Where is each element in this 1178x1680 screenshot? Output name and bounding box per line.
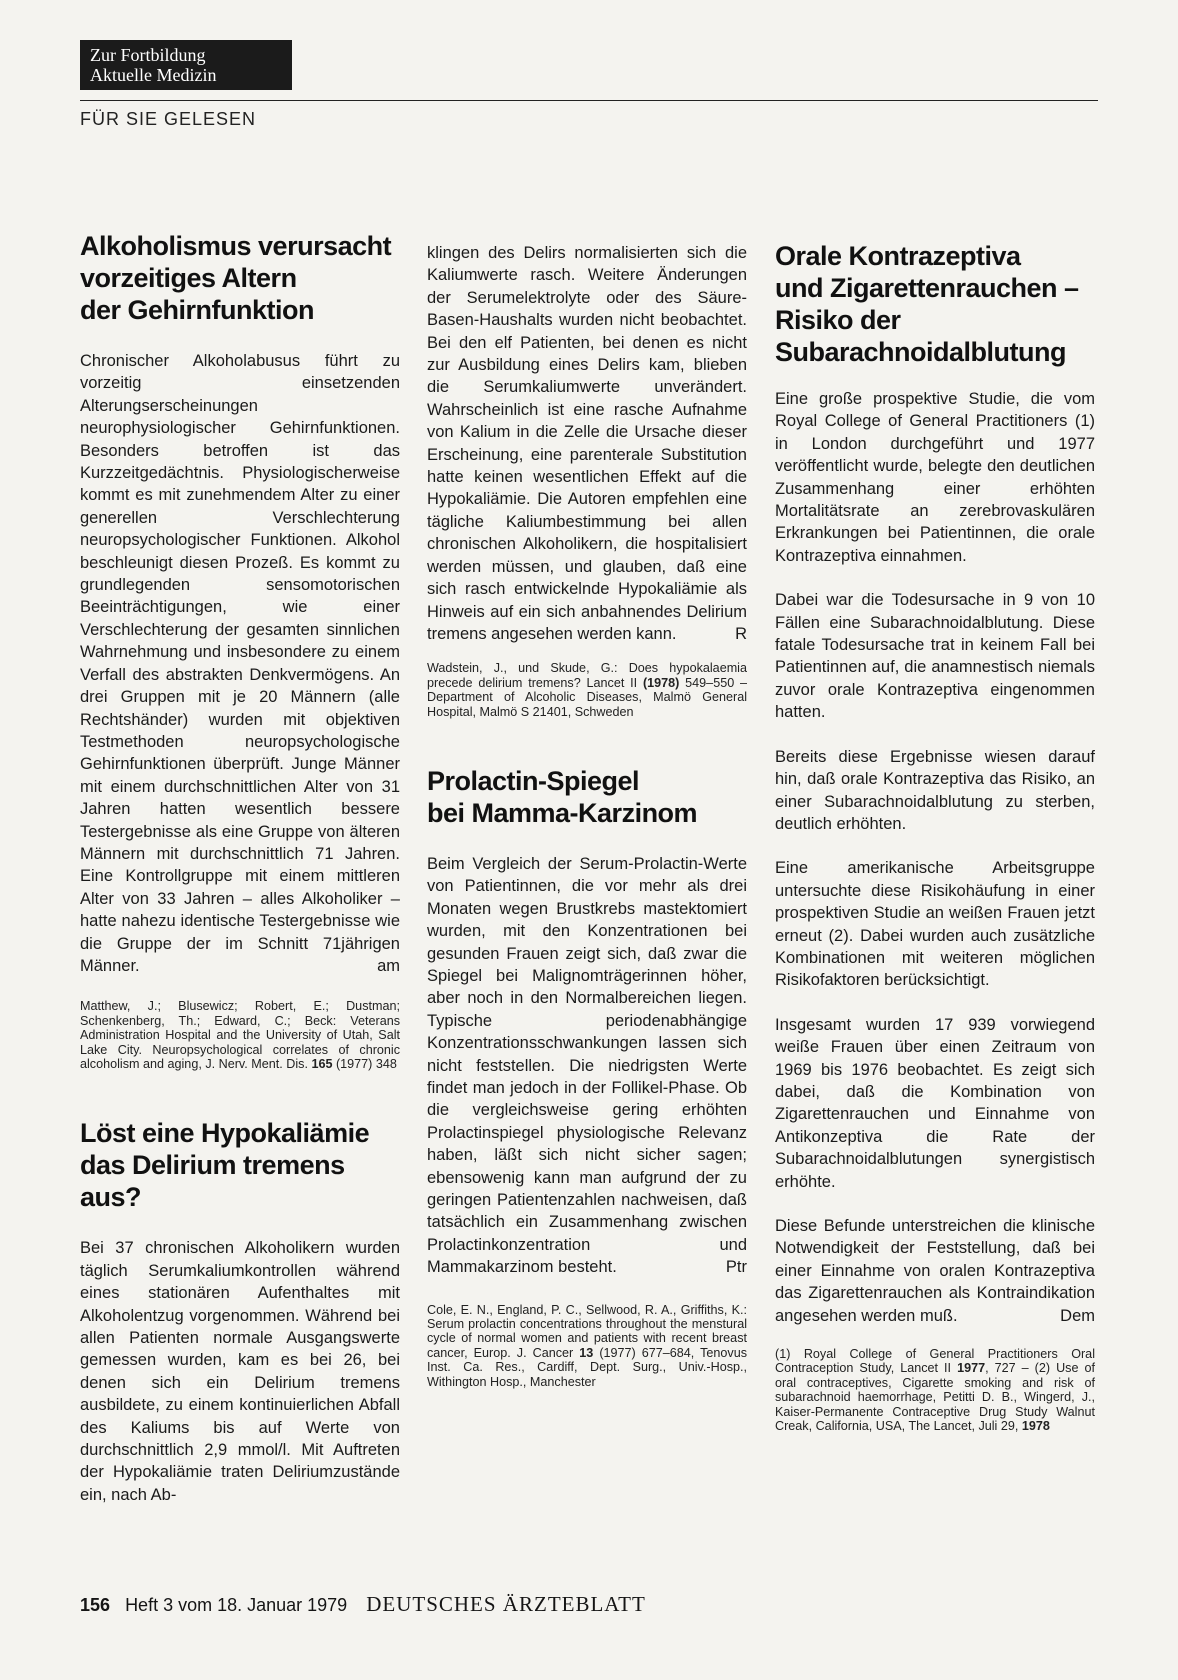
section-label: FÜR SIE GELESEN [80,109,257,129]
article-1-reference [80,999,400,1071]
issue-info: Heft 3 vom 18. Januar 1979 [125,1595,348,1615]
header-box-line-1: Zur Fortbildung [90,45,206,65]
article-2-text: klingen des Delirs normalisierten sich die Kaliumwerte rasch. Weitere Änderungen der Serumelektrolyte oder des Säure-Basen-Haushalts wurden nicht beobachtet. Bei den elf Patienten, bei denen es nicht zur Ausbildung eines Delirs kam, blieben die Serumkaliumwerte unverändert. Wahrscheinlich ist eine rasche Aufnahme von Kalium in die Zelle die Ursache dieser Erscheinung, eine parenterale Substitution hatte keinen wesentlichen Effekt auf die Hypokaliämie. Die Autoren empfehlen eine tägliche Kaliumbestimmung bei allen chronischen Alkoholikern, die hospitalisiert werden müssen, und glauben, daß eine sich rasch entwickelnde Hypokaliämie als Hinweis auf ein sich anbahnendes Delirium tremens angesehen werden kann. [427,244,747,643]
page-footer [80,1592,646,1617]
article-4-signature: Dem [1060,1306,1095,1325]
article-1-reference-volume: 165 [311,1057,333,1071]
article-1-reference-tail: (1977) 348 [335,1057,397,1071]
article-1-title [80,230,400,326]
article-4-paragraph: Bereits diese Ergebnisse wiesen darauf hin, daß orale Kontrazeptiva das Risiko, an einer Subarachnoidalblutung zu sterben, deutlich erhöhten. [775,747,1095,833]
article-3-reference-tail: (1977) 677–684, Tenovus Inst. Ca. Res., Cardiff, Dept. Surg., Univ.-Hosp., Withington Hosp., Manchester [427,1345,748,1389]
article-4-paragraph: Eine große prospektive Studie, die vom Royal College of General Practitioners (1) in London durchgeführt und 1977 veröffentlicht wurde, belegte den deutlichen Zusammenhang einer erhöhten Mortalitätsrate an zerebrovaskulären Erkrankungen bei Patientinnen, die orale Kontrazeptiva einnahmen. [775,390,1095,565]
column-1 [80,231,400,1506]
journal-name: DEUTSCHES ÄRZTEBLATT [366,1592,646,1616]
article-4-reference-year: 1977 [957,1361,986,1376]
article-3-title [427,765,747,829]
page-number: 156 [80,1595,111,1615]
article-3-reference-text: Cole, E. N., England, P. C., Sellwood, R. A., Griffiths, K.: Serum prolactin concentrations throughout the menstural cycle of normal women and patients with recent breast cancer, Europ. J. Cancer [427,1302,747,1360]
header-box-line-2: Aktuelle Medizin [90,65,217,85]
article-4-title-line: Subarachnoidalblutung [775,337,1066,367]
article-1-title-line: der Gehirnfunktion [80,295,314,325]
article-2-title [80,1117,400,1213]
article-4-title-line: Risiko der [775,305,901,335]
article-2-body-part-1: Bei 37 chronischen Alkoholikern wurden täglich Serumkaliumkontrollen während eines stationären Aufenthaltes mit Alkoholentzug vorgenommen. Während bei allen Patienten normale Ausgangswerte gemessen wurden, kam es bei 26, bei denen sich ein Delirium tremens ausbildete, zu einem kontinuierlichen Abfall des Kaliums bis auf Werte von durchschnittlich 2,9 mmol/l. Mit Auftreten der Hypokaliämie traten Deliriumzustände ein, nach Ab- [80,1239,400,1504]
article-4-paragraph: Eine amerikanische Arbeitsgruppe untersuchte diese Risikohäufung in einer prospektiven Studie an weißen Frauen jetzt erneut (2). Dabei wurden auch zusätzliche Kombinationen mit weiteren möglichen Risikofaktoren berücksichtigt. [775,859,1095,990]
header-rule [80,100,1098,101]
column-2 [427,242,747,1389]
article-4-reference-text: (1) Royal College of General Practitioners Oral Contraception Study, Lancet II [775,1347,1095,1376]
article-2-title-line: Löst eine Hypokaliämie [80,1118,370,1149]
article-2-reference-text: Wadstein, J., und Skude, G.: Does hypokalaemia precede delirium tremens? Lancet II [427,661,747,690]
column-3 [775,241,1096,1434]
article-3-signature: Ptr [725,1258,747,1277]
article-3-title-line: Prolactin-Spiegel [427,765,640,796]
article-2-reference-tail: 549–550 – Department of Alcoholic Diseases, Malmö General Hospital, Malmö S 21401, Schweden [427,675,748,719]
article-1-title-line: Alkoholismus verursacht [80,231,392,261]
article-4-last-paragraph [775,1215,1095,1327]
article-2-signature: R [735,624,747,643]
article-4-reference-year-2: 1978 [1021,1419,1050,1434]
article-1-reference-text: Matthew, J.; Blusewicz; Robert, E.; Dustman; Schenkenberg, Th.; Edward, C.; Beck: Veterans Administration Hospital and the University of Utah, Salt Lake City. Neuropsychological correlates of chronic alcoholism and aging, J. Nerv. Ment. Dis. [80,999,400,1071]
article-4-reference [775,1347,1095,1433]
article-4-paragraph: Dabei war die Todesursache in 9 von 10 Fällen eine Subarachnoidalblutung. Diese fatale Todesursache trat in keinem Fall bei Patientinnen auf, die anamnestisch niemals zuvor orale Kontrazeptiva eingenommen hatten. [775,591,1095,722]
article-2-reference-year: (1978) [642,675,680,690]
section-header-box [80,40,292,90]
article-4-title [775,240,1095,368]
article-4-title-line: und Zigarettenrauchen – [775,273,1079,303]
article-1-signature: am [377,956,400,975]
article-3-body [427,853,747,1279]
article-2-body-part-2 [427,242,747,645]
article-4-title-line: Orale Kontrazeptiva [775,241,1021,271]
article-4-reference-tail: , 727 – (2) Use of oral contraceptives, Cigarette smoking and risk of subarachnoid haemorrhage, Petitti D. B., Wingerd, J., Kaiser-Permanente Contraceptive Drug Study Walnut Creak, California, USA, The Lancet, Juli 29, [775,1361,1096,1434]
article-4-paragraph: Insgesamt wurden 17 939 vorwiegend weiße Frauen über einen Zeitraum von 1969 bis 1976 beobachtet. Es zeigt sich dabei, daß die Kombination von Zigarettenrauchen und Einnahme von Antikonzeptiva die Rate der Subarachnoidalblutungen synergistisch erhöhte. [775,1015,1095,1191]
article-3-title-line: bei Mamma-Karzinom [427,797,698,828]
article-1-title-line: vorzeitiges Altern [80,263,297,293]
article-2-reference [427,661,747,719]
article-3-text: Beim Vergleich der Serum-Prolactin-Werte von Patientinnen, die vor mehr als drei Monaten wegen Brustkrebs mastektomiert wurden, mit den Konzentrationen bei gesunden Frauen zeigt sich, daß zwar die Spiegel bei Malignomträgerinnen höher, aber noch in den Normalbereichen liegen. Typische periodenabhängige Konzentrationsschwankungen lassen sich nicht feststellen. Die niedrigsten Werte findet man jedoch in der Follikel-Phase. Ob die vergleichsweise gering erhöhten Prolactinspiegel physiologische Relevanz haben, läßt sich nicht sicher sagen; ebensowenig kann man aufgrund der zu geringen Patientenzahlen nachweisen, daß tatsächlich ein Zusammenhang zwischen Prolactinkonzentration und Mammakarzinom besteht. [427,854,747,1277]
article-4-text: Diese Befunde unterstreichen die klinische Notwendigkeit der Feststellung, daß bei einer Einnahme von oralen Kontrazeptiva das Zigarettenrauchen als Kontraindikation angesehen werden muß. [775,1217,1095,1325]
article-2-title-line: das Delirium tremens aus? [80,1150,345,1213]
article-1-body [80,350,400,977]
article-3-reference-volume: 13 [579,1345,594,1360]
article-1-text: Chronischer Alkoholabusus führt zu vorzeitig einsetzenden Alterungserscheinungen neurophysiologischer Gehirnfunktionen. Besonders betroffen ist das Kurzzeitgedächtnis. Physiologischerweise kommt es mit zunehmendem Alter zu einer generellen Verschlechterung neuropsychologischer Funktionen. Alkohol beschleunigt diesen Prozeß. Es kommt zu grundlegenden sensomotorischen Beeinträchtigungen, wie einer Verschlechterung der gesamten sinnlichen Wahrnehmung und insbesondere zu einem Verfall des abstrakten Denkvermögens. An drei Gruppen mit je 20 Männern (alle Rechtshänder) wurden mit objektiven Testmethoden neuropsychologische Gehirnfunktionen überprüft. Junge Männer mit einem durchschnittlichen Alter von 31 Jahren hatten wesentlich bessere Testergebnisse als eine Gruppe von älteren Männern mit durchschnittlich 71 Jahren. Eine Kontrollgruppe mit einem mittleren Alter von 33 Jahren – alles Alkoholiker – hatte nahezu identische Testergebnisse wie die Gruppe der im Schnitt 71jährigen Männer. [80,352,400,975]
article-3-reference [427,1303,747,1389]
